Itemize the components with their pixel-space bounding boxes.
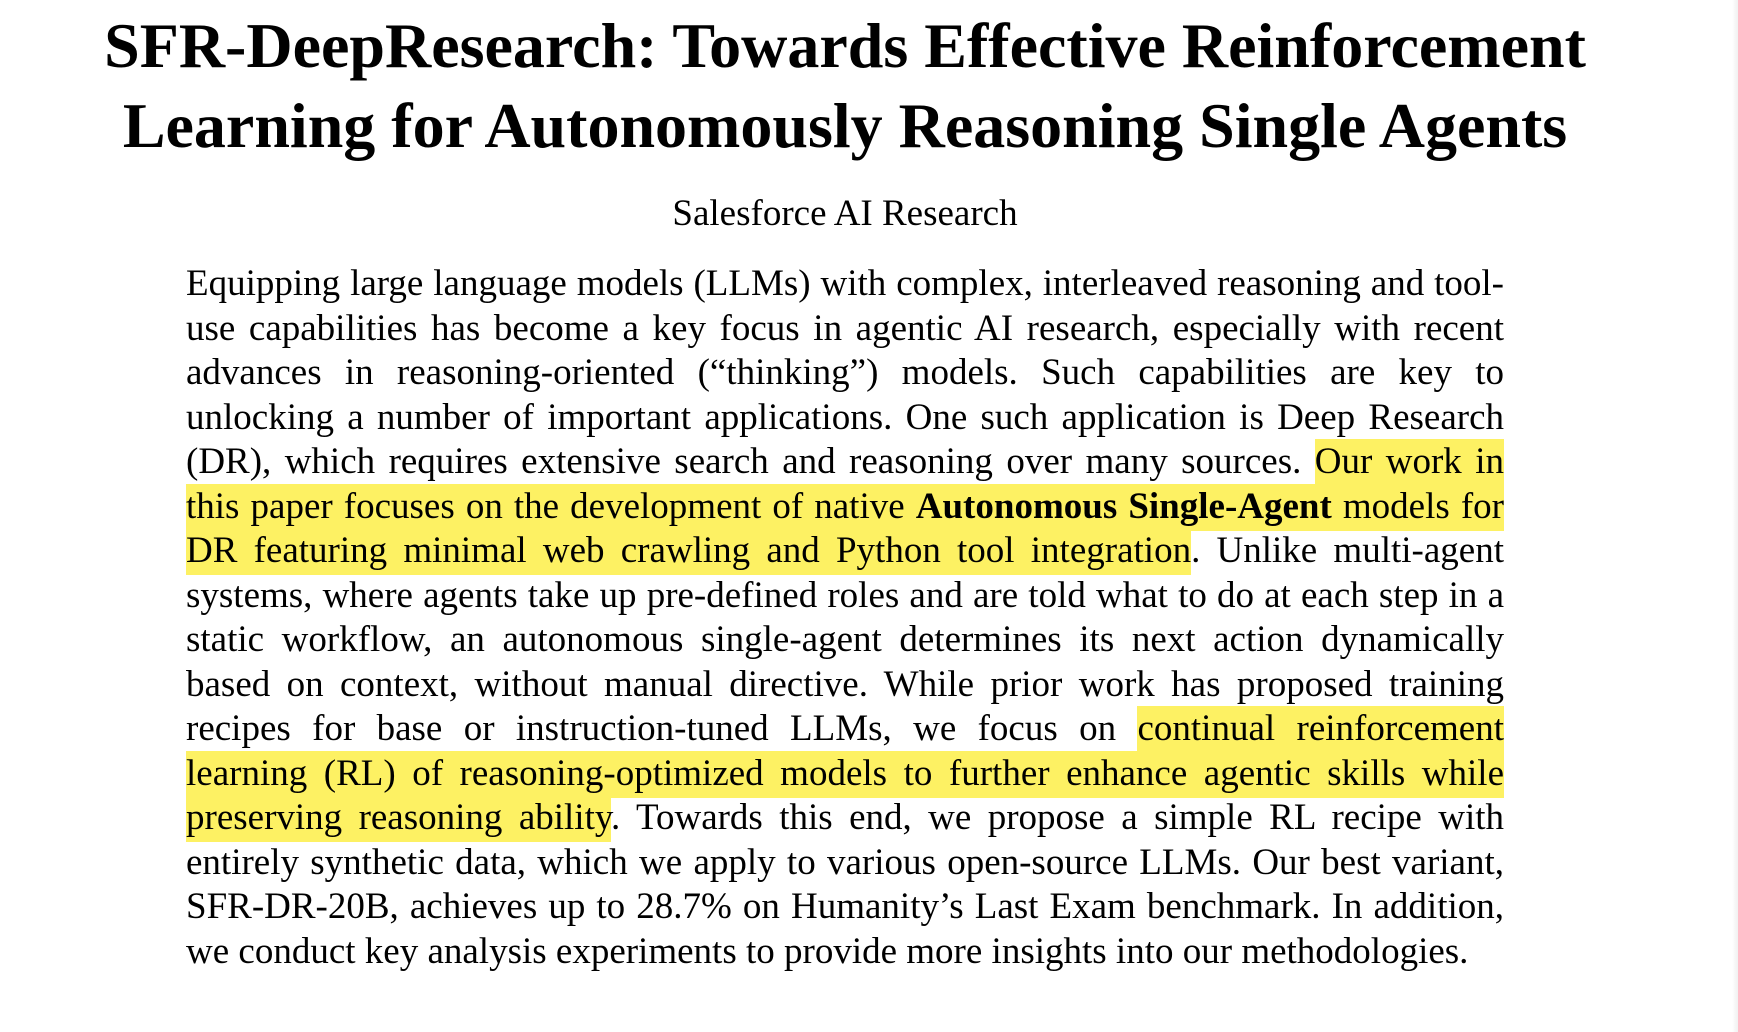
abstract-text-2: . Unlike multi-agent systems, where agents take up pre-defined roles and are told what to do at each step in a static workflow, an autonomous single-agent determines its next action dynamically based on context, without manual directive. While prior work has proposed training recipes for base or instruction-tuned LLMs, we focus on <box>186 530 1504 749</box>
highlight-continual-rl: continual reinforcement learning (RL) of reasoning-optimized models to further enhance agentic skills while preserving reasoning ability <box>186 706 1504 842</box>
page-edge-shadow <box>1732 0 1738 1032</box>
bold-autonomous-single-agent: Autonomous Single-Agent <box>915 485 1332 527</box>
affiliation: Salesforce AI Research <box>672 193 1018 234</box>
abstract-paragraph <box>186 262 1504 974</box>
title-line-1: SFR-DeepResearch: Towards Effective Reinforcement <box>104 10 1586 81</box>
abstract-text-3: . Towards this end, we propose a simple RL recipe with entirely synthetic data, which we apply to various open-source LLMs. Our best variant, SFR-DR-20B, achieves up to 28.7% on Humanity’s Last Exam benchmark. In addition, we conduct key analysis experiments to provide more insights into our methodologies. <box>186 797 1505 972</box>
paper-title <box>0 6 1690 166</box>
highlight-text-1a: Our work in this paper focuses on the development of native <box>186 441 1504 527</box>
abstract-text-1: Equipping large language models (LLMs) with complex, interleaved reasoning and tool-use capabilities has become a key focus in agentic AI research, especially with recent advances in reasoning-oriented (“thinking”) models. Such capabilities are key to unlocking a number of important applications. One such application is Deep Research (DR), which requires extensive search and reasoning over many sources. <box>186 263 1504 482</box>
title-line-2: Learning for Autonomously Reasoning Single Agents <box>122 90 1568 161</box>
highlight-text-1b: models for DR featuring minimal web crawling and Python tool integration <box>186 485 1505 571</box>
